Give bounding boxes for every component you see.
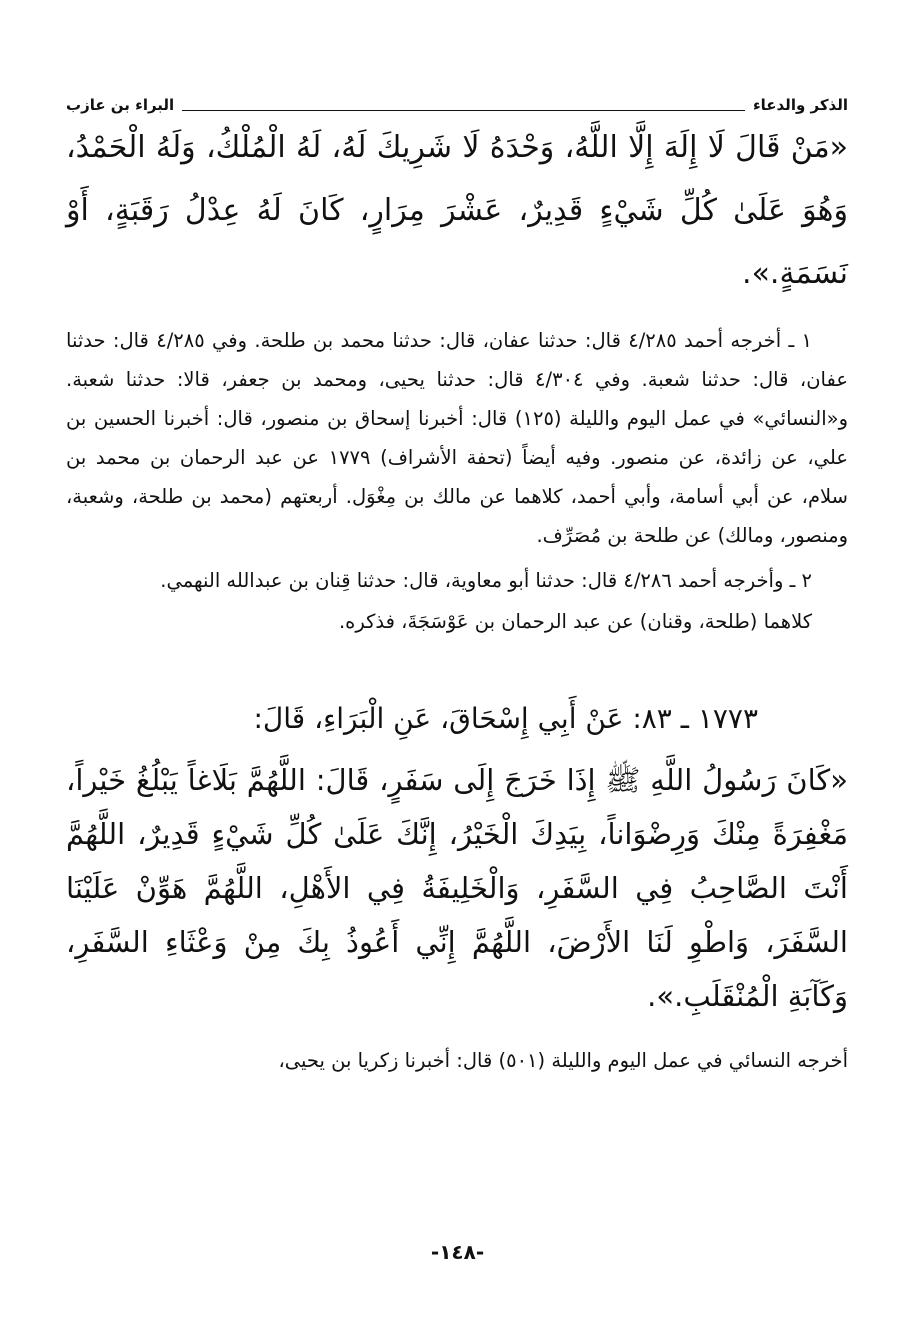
header-chapter-title: الذكر والدعاء [752,96,848,114]
footnotes [66,321,848,641]
footnote-1: ١ ـ أخرجه أحمد ٤/٢٨٥ قال: حدثنا عفان، قال: حدثنا محمد بن طلحة. وفي ٤/٢٨٥ قال: حدثنا عفان، قال: حدثنا شعبة. وفي ٤/٣٠٤ قال: حدثنا يحيى، ومحمد بن جعفر، قالا: حدثنا شعبة. و«النسائي» في عمل اليوم والليلة (١٢٥) قال: أخبرنا إسحاق بن منصور، قال: أخبرنا الحسين بن علي، عن زائدة، عن منصور. وفيه أيضاً (تحفة الأشراف) ١٧٧٩ عن عبد الرحمان بن محمد بن سلام، عن أبي أسامة، وأبي أحمد، كلاهما عن مالك بن مِغْوَل. أربعتهم (محمد بن طلحة، وشعبة، ومنصور، ومالك) عن طلحة بن مُصَرِّف. [66,329,848,547]
footnote-2: ٢ ـ وأخرجه أحمد ٤/٢٨٦ قال: حدثنا أبو معاوية، قال: حدثنا قِنان بن عبدالله النهمي. [160,569,812,592]
source-note: أخرجه النسائي في عمل اليوم والليلة (٥٠١) قال: أخبرنا زكريا بن يحيى، [278,1049,848,1072]
hadith-text-1: «مَنْ قَالَ لَا إِلَهَ إِلَّا اللَّهُ، وَحْدَهُ لَا شَرِيكَ لَهُ، لَهُ الْمُلْكُ، وَلَهُ الْحَمْدُ، وَهُوَ عَلَىٰ كُلِّ شَيْءٍ قَدِيرٌ، عَشْرَ مِرَارٍ، كَانَ لَهُ عِدْلُ رَقَبَةٍ، أَوْ نَسَمَةٍ.». [66,130,848,291]
book-page [66,96,848,1081]
running-header [66,96,848,114]
page-number: -١٤٨- [430,1240,485,1264]
footnote-conclusion: كلاهما (طلحة، وقنان) عن عبد الرحمان بن عَوْسَجَةَ، فذكره. [338,610,812,633]
entry-heading: ١٧٧٣ ـ ٨٣: عَنْ أَبِي إِسْحَاقَ، عَنِ الْبَرَاءِ، قَالَ: [253,702,758,735]
header-section-title: البراء بن عازب [66,96,175,114]
hadith-text-2: «كَانَ رَسُولُ اللَّهِ ﷺ إِذَا خَرَجَ إِلَى سَفَرٍ، قَالَ: اللَّهُمَّ بَلَاغاً يَبْلُغُ خَيْراً، مَغْفِرَةً مِنْكَ وَرِضْوَاناً، بِيَدِكَ الْخَيْرُ، إِنَّكَ عَلَىٰ كُلِّ شَيْءٍ قَدِيرٌ، اللَّهُمَّ أَنْتَ الصَّاحِبُ فِي السَّفَرِ، وَالْخَلِيفَةُ فِي الأَهْلِ، اللَّهُمَّ هَوِّنْ عَلَيْنَا السَّفَرَ، وَاطْوِ لَنَا الأَرْضَ، اللَّهُمَّ إِنِّي أَعُوذُ بِكَ مِنْ وَعْثَاءِ السَّفَرِ، وَكَآبَةِ الْمُنْقَلَبِ.». [66,763,848,1013]
header-rule [182,100,745,111]
